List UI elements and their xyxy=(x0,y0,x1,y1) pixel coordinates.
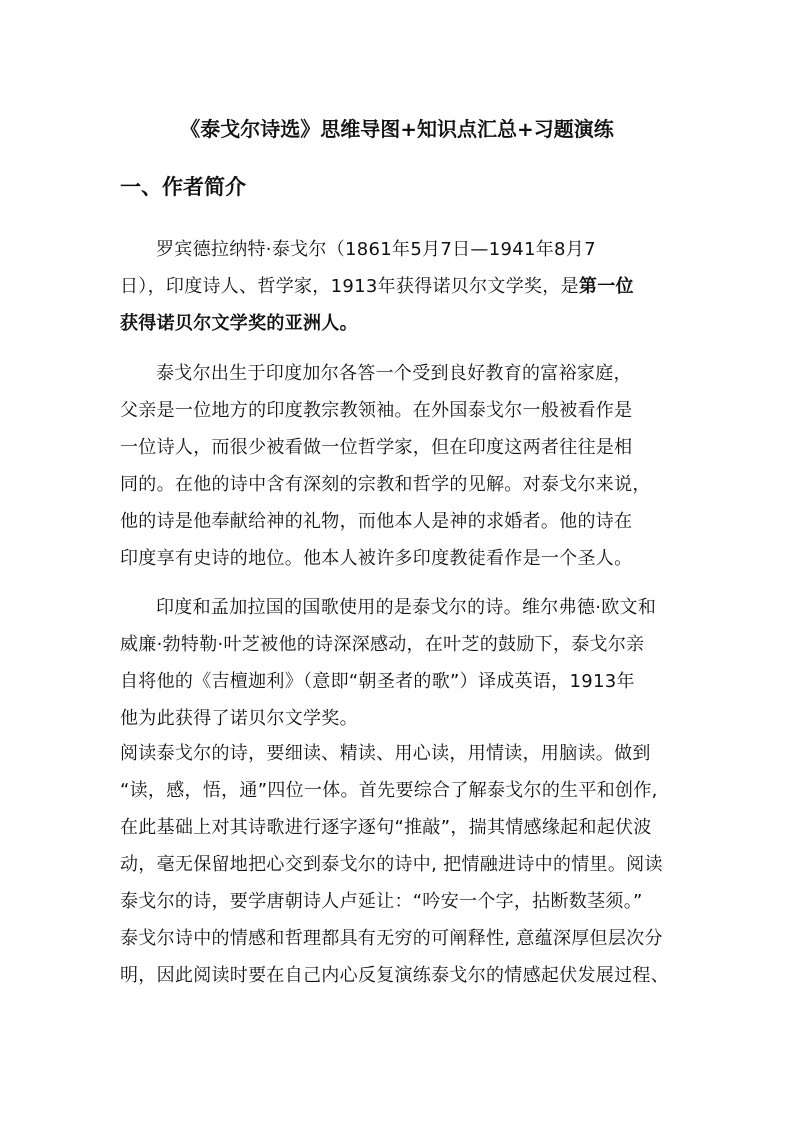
paragraph-line: 自将他的《吉檀迦利》（意即“朝圣者的歌”）译成英语，1913年 xyxy=(120,671,635,692)
paragraph-line: 印度享有史诗的地位。他本人被许多印度教徒看作是一个圣人。 xyxy=(120,548,633,569)
text-segment: 日），印度诗人、哲学家，1913年获得诺贝尔文学奖，是 xyxy=(120,276,579,297)
paragraph-reading-advice xyxy=(120,735,680,994)
bold-text-segment: 第一位 xyxy=(578,276,634,297)
paragraph-line xyxy=(120,268,680,305)
paragraph-author-basic xyxy=(120,231,680,342)
paragraph-line: 同的。在他的诗中含有深刻的宗教和哲学的见解。对泰戈尔来说， xyxy=(120,474,651,495)
bold-paragraph-line: 获得诺贝尔文学奖的亚洲人。 xyxy=(120,313,358,334)
paragraph-line: 在此基础上对其诗歌进行逐字逐句“推敲”，揣其情感缘起和起伏波 xyxy=(120,817,652,838)
paragraph-line: 他的诗是他奉献给神的礼物，而他本人是神的求婚者。他的诗在 xyxy=(120,511,633,532)
paragraph-line: 一位诗人，而很少被看做一位哲学家，但在印度这两者往往是相 xyxy=(120,437,633,458)
paragraph-line: 明，因此阅读时要在自己内心反复演练泰戈尔的情感起伏发展过程、 xyxy=(120,965,669,986)
paragraph-background xyxy=(120,355,680,577)
paragraph-line: 罗宾德拉纳特·泰戈尔（1861年5月7日—1941年8月7 xyxy=(156,239,596,260)
paragraph-line: 泰戈尔的诗，要学唐朝诗人卢延让：“吟安一个字，拈断数茎须。” xyxy=(120,891,643,912)
paragraph-line: 威廉·勃特勒·叶芝被他的诗深深感动，在叶芝的鼓励下，泰戈尔亲 xyxy=(120,634,645,655)
section-heading-author-intro: 一、作者简介 xyxy=(120,175,246,199)
paragraph-line: 泰戈尔出生于印度加尔各答一个受到良好教育的富裕家庭， xyxy=(156,363,632,384)
paragraph-line: 阅读泰戈尔的诗，要细读、精读、用心读，用情读，用脑读。做到 xyxy=(120,743,651,764)
paragraph-line: 动，毫无保留地把心交到泰戈尔的诗中, 把情融进诗中的情里。阅读 xyxy=(120,854,663,875)
paragraph-line: “读，感，悟，通”四位一体。首先要综合了解泰戈尔的生平和创作, xyxy=(120,780,658,801)
document-title: 《泰戈尔诗选》思维导图+知识点汇总+习题演练 xyxy=(180,117,614,141)
paragraph-line: 父亲是一位地方的印度教宗教领袖。在外国泰戈尔一般被看作是 xyxy=(120,400,633,421)
paragraph-line: 印度和孟加拉国的国歌使用的是泰戈尔的诗。维尔弗德·欧文和 xyxy=(156,597,657,618)
paragraph-line: 泰戈尔诗中的情感和哲理都具有无穷的可阐释性, 意蕴深厚但层次分 xyxy=(120,928,663,949)
paragraph-line: 他为此获得了诺贝尔文学奖。 xyxy=(120,708,358,729)
paragraph-national-anthem xyxy=(120,589,680,737)
